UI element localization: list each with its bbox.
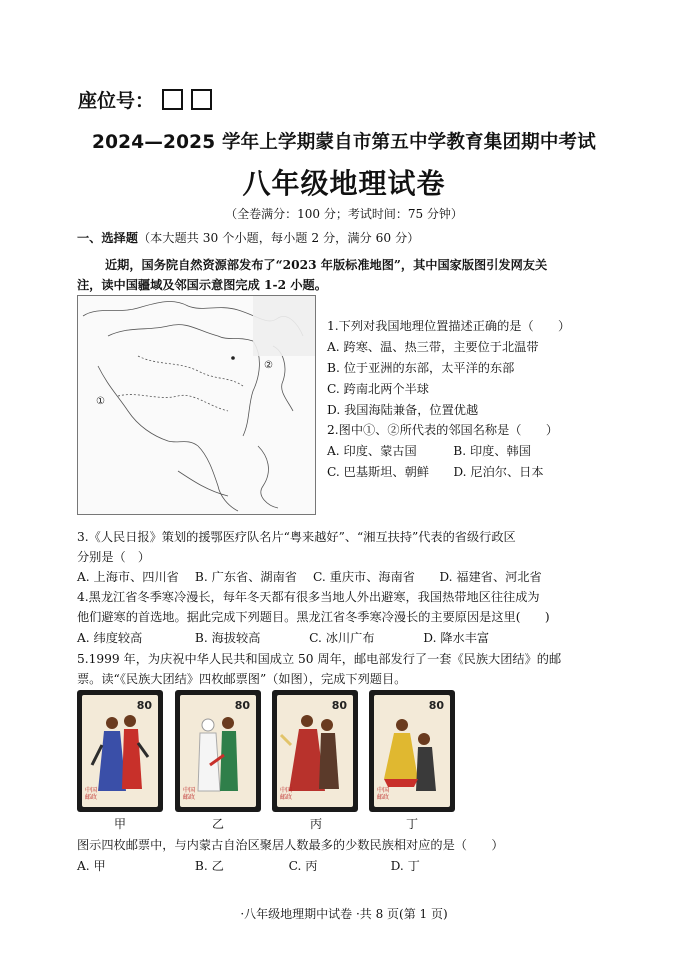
seat-box-2 bbox=[191, 89, 212, 110]
stamp-value: 80 bbox=[331, 699, 347, 712]
province-lines-2 bbox=[118, 395, 228, 411]
exam-title: 2024—2025 学年上学期蒙自市第五中学教育集团期中考试 bbox=[92, 132, 596, 153]
beijing-dot bbox=[231, 356, 235, 360]
stamp-country: 中国邮政 bbox=[280, 787, 293, 801]
q1-option-c: C. 跨南北两个半球 bbox=[327, 382, 429, 396]
province-lines bbox=[138, 356, 243, 386]
q2-options-ab: A. 印度、蒙古国 B. 印度、韩国 bbox=[327, 444, 531, 458]
q4-options: A. 纬度较高 B. 海拔较高 C. 冰川广布 D. 降水丰富 bbox=[77, 631, 490, 645]
stamp-country: 中国邮政 bbox=[85, 787, 98, 801]
q5-line-2: 票。读“《民族大团结》四枚邮票图”（如图），完成下列题目。 bbox=[77, 672, 407, 686]
q3-options: A. 上海市、四川省 B. 广东省、湖南省 C. 重庆市、海南省 D. 福建省、河北省 bbox=[77, 570, 542, 584]
exam-info: （全卷满分：100 分；考试时间：75 分钟） bbox=[225, 207, 463, 221]
stamp-yi bbox=[175, 690, 261, 812]
intro-line-2: 注，读中国疆域及邻国示意图完成 1-2 小题。 bbox=[77, 278, 327, 292]
stamp-artwork bbox=[277, 695, 353, 807]
stamp-label-jia: 甲 bbox=[113, 817, 126, 831]
stamp-label-ding: 丁 bbox=[405, 817, 418, 831]
q2-options-cd: C. 巴基斯坦、朝鲜 D. 尼泊尔、日本 bbox=[327, 465, 544, 479]
stamp-value: 80 bbox=[234, 699, 250, 712]
map-marker-2: ② bbox=[264, 360, 273, 371]
stamp-label-bing: 丙 bbox=[309, 817, 322, 831]
q1-option-d: D. 我国海陆兼备，位置优越 bbox=[327, 403, 479, 417]
stamp-country: 中国邮政 bbox=[377, 787, 390, 801]
q4-line-2: 他们避寒的首选地。据此完成下列题目。黑龙江省冬季寒冷漫长的主要原因是这里( ) bbox=[77, 610, 550, 624]
q4-line-1: 4.黑龙江省冬季寒冷漫长，每年冬天都有很多当地人外出避寒，我国热带地区往往成为 bbox=[77, 590, 540, 604]
section-title: 一、选择题 bbox=[77, 231, 138, 245]
q1-option-a: A. 跨寒、温、热三带，主要位于北温带 bbox=[327, 340, 539, 354]
china-south-outline bbox=[98, 366, 198, 446]
section-note: （本大题共 30 个小题，每小题 2 分，满分 60 分） bbox=[137, 231, 420, 245]
stamp-artwork bbox=[180, 695, 256, 807]
seat-label: 座位号： bbox=[78, 90, 155, 112]
china-north-outline bbox=[108, 325, 253, 341]
stamp-label-yi: 乙 bbox=[211, 817, 224, 831]
stamp-artwork bbox=[374, 695, 450, 807]
q2-stem: 2.图中①、②所代表的邻国名称是（ ） bbox=[327, 423, 559, 437]
stamp-jia bbox=[77, 690, 163, 812]
seat-box-1 bbox=[162, 89, 183, 110]
stamp-bing bbox=[272, 690, 358, 812]
q1-stem: 1.下列对我国地理位置描述正确的是（ ） bbox=[327, 319, 571, 333]
paper-title: 八年级地理试卷 bbox=[242, 167, 446, 200]
indochina-outline bbox=[198, 446, 238, 511]
stamp-value: 80 bbox=[136, 699, 152, 712]
stamp-value: 80 bbox=[428, 699, 444, 712]
map-drawing bbox=[78, 296, 315, 514]
stamp-ding bbox=[369, 690, 455, 812]
island-outline bbox=[178, 471, 228, 496]
section-heading bbox=[77, 228, 419, 248]
q5-options: A. 甲 B. 乙 C. 丙 D. 丁 bbox=[77, 859, 420, 873]
seat-number bbox=[78, 86, 212, 113]
q5-line-1: 5.1999 年，为庆祝中华人民共和国成立 50 周年，邮电部发行了一套《民族大团结》的邮 bbox=[77, 652, 562, 666]
q1-option-b: B. 位于亚洲的东部，太平洋的东部 bbox=[327, 361, 515, 375]
philippines-outline bbox=[258, 446, 278, 508]
q3-line-1: 3.《人民日报》策划的援鄂医疗队名片“粤来越好”、“湘互扶持”代表的省级行政区 bbox=[77, 530, 516, 544]
map-marker-1: ① bbox=[96, 396, 105, 407]
q3-line-2: 分别是（ ） bbox=[77, 550, 151, 564]
stamp-country: 中国邮政 bbox=[183, 787, 196, 801]
q5-question: 图示四枚邮票中，与内蒙古自治区聚居人数最多的少数民族相对应的是（ ） bbox=[77, 838, 504, 852]
inset-map bbox=[253, 296, 315, 356]
china-map bbox=[77, 295, 316, 515]
page-footer: ·八年级地理期中试卷 ·共 8 页(第 1 页) bbox=[240, 907, 448, 921]
intro-line-1: 近期，国务院自然资源部发布了“2023 年版标准地图”，其中国家版图引发网友关 bbox=[105, 258, 548, 272]
stamp-artwork bbox=[82, 695, 158, 807]
